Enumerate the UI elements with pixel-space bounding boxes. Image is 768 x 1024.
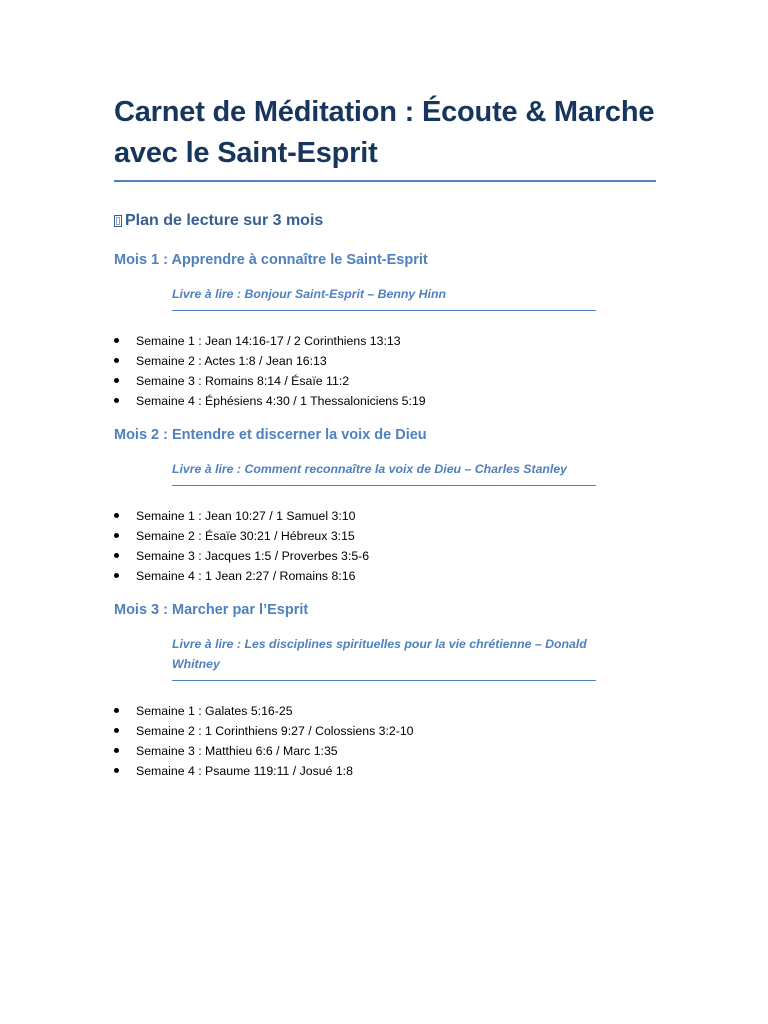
week-list bbox=[114, 331, 656, 411]
list-item: Semaine 1 : Jean 14:16-17 / 2 Corinthiens 13:13 bbox=[114, 331, 656, 351]
list-item: Semaine 4 : Psaume 119:11 / Josué 1:8 bbox=[114, 761, 656, 781]
list-item: Semaine 2 : Ésaïe 30:21 / Hébreux 3:15 bbox=[114, 526, 656, 546]
list-item: Semaine 1 : Jean 10:27 / 1 Samuel 3:10 bbox=[114, 506, 656, 526]
list-item: Semaine 4 : Éphésiens 4:30 / 1 Thessaloniciens 5:19 bbox=[114, 391, 656, 411]
month-section-2 bbox=[114, 425, 656, 586]
bullet-icon bbox=[114, 398, 119, 403]
bullet-icon bbox=[114, 533, 119, 538]
list-item: Semaine 3 : Jacques 1:5 / Proverbes 3:5-6 bbox=[114, 546, 656, 566]
bullet-icon bbox=[114, 768, 119, 773]
list-item: Semaine 1 : Galates 5:16-25 bbox=[114, 701, 656, 721]
bullet-icon bbox=[114, 573, 119, 578]
list-item: Semaine 3 : Romains 8:14 / Ésaïe 11:2 bbox=[114, 371, 656, 391]
bullet-icon bbox=[114, 708, 119, 713]
bullet-icon bbox=[114, 338, 119, 343]
bullet-icon bbox=[114, 553, 119, 558]
bullet-icon bbox=[114, 378, 119, 383]
list-item: Semaine 2 : 1 Corinthiens 9:27 / Colossiens 3:2-10 bbox=[114, 721, 656, 741]
book-reference: Livre à lire : Bonjour Saint-Esprit – Benny Hinn bbox=[172, 284, 596, 311]
bullet-icon bbox=[114, 513, 119, 518]
month-section-1 bbox=[114, 250, 656, 411]
month-heading: Mois 3 : Marcher par l’Esprit bbox=[114, 602, 309, 618]
book-reference: Livre à lire : Comment reconnaître la voix de Dieu – Charles Stanley bbox=[172, 459, 596, 486]
book-reference: Livre à lire : Les disciplines spirituelles pour la vie chrétienne – Donald Whitney bbox=[172, 634, 596, 681]
document-page bbox=[114, 92, 656, 781]
week-list bbox=[114, 506, 656, 586]
bullet-icon bbox=[114, 728, 119, 733]
document-title: Carnet de Méditation : Écoute & Marche avec le Saint-Esprit bbox=[114, 92, 656, 182]
missing-glyph-icon bbox=[114, 215, 122, 227]
list-item: Semaine 3 : Matthieu 6:6 / Marc 1:35 bbox=[114, 741, 656, 761]
month-heading: Mois 1 : Apprendre à connaître le Saint-Esprit bbox=[114, 252, 428, 268]
month-section-3 bbox=[114, 600, 656, 781]
plan-heading-text: Plan de lecture sur 3 mois bbox=[125, 212, 324, 229]
list-item: Semaine 4 : 1 Jean 2:27 / Romains 8:16 bbox=[114, 566, 656, 586]
month-heading: Mois 2 : Entendre et discerner la voix de Dieu bbox=[114, 427, 427, 443]
bullet-icon bbox=[114, 748, 119, 753]
week-list bbox=[114, 701, 656, 781]
plan-heading bbox=[114, 210, 656, 232]
bullet-icon bbox=[114, 358, 119, 363]
list-item: Semaine 2 : Actes 1:8 / Jean 16:13 bbox=[114, 351, 656, 371]
